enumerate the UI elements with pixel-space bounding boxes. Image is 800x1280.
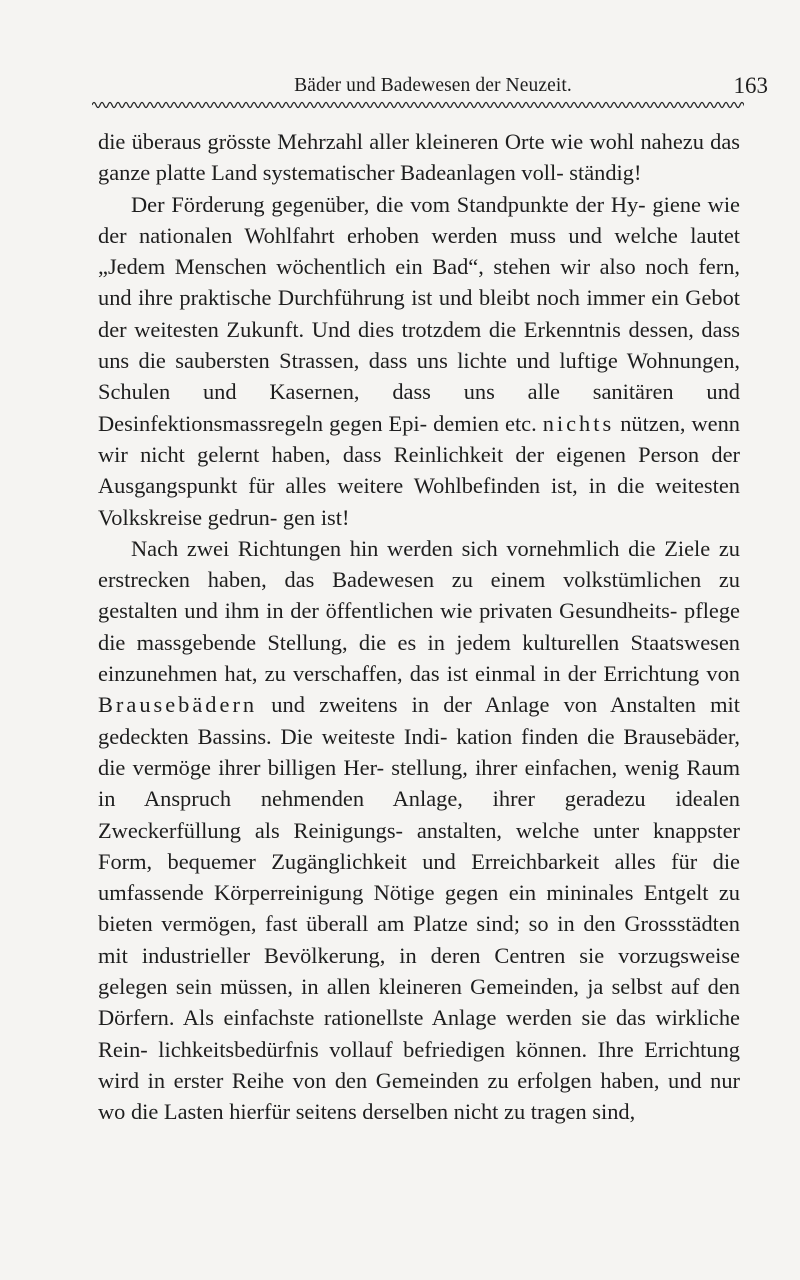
paragraph-3	[98, 533, 740, 1128]
paragraph-2-emphasis: nichts	[542, 410, 615, 436]
paragraph-3-text-after: und zweitens in der Anlage von Anstalten mit gedeckten Bassins. Die weiteste Indi- kation finden die Brausebäder, die vermöge ihrer billigen Her- stellung, ihrer einfachen, wenig Raum in Anspruch nehmenden Anlage, ihrer geradezu idealen Zweckerfüllung als Reinigungs- anstalten, welche unter knappster Form, bequemer Zugänglichkeit und Erreichbarkeit alles für die umfassende Körperreinigung Nötige gegen ein mininales Entgelt zu bieten vermögen, fast überall am Platze sind; so in den Grossstädten mit industrieller Bevölkerung, in deren Centren sie vorzugsweise gelegen sein müssen, in allen kleineren Gemeinden, ja selbst auf den Dörfern. Als einfachste rationellste Anlage werden sie das wirkliche Rein- lichkeitsbedürfnis vollauf befriedigen können. Ihre Errichtung wird in erster Reihe von den Gemeinden zu erfolgen haben, und nur wo die Lasten hierfür seitens derselben nicht zu tragen sind,	[98, 692, 740, 1125]
running-title: Bäder und Badewesen der Neuzeit.	[294, 75, 572, 96]
page-number: 163	[733, 73, 768, 98]
paragraph-3-text: Nach zwei Richtungen hin werden sich vornehmlich die Ziele zu erstrecken haben, das Badewesen zu einem volkstümlichen zu gestalten und ihm in der öffentlichen wie privaten Gesundheits- pflege die massgebende Stellung, die es in jedem kulturellen Staatswesen einzunehmen hat, zu verschaffen, das ist einmal in der Errichtung von	[98, 535, 740, 687]
paragraph-2-text: Der Förderung gegenüber, die vom Standpunkte der Hy- giene wie der nationalen Wohlfahrt erhoben werden muss und welche lautet „Jedem Menschen wöchentlich ein Bad“, stehen wir also noch fern, und ihre praktische Durchführung ist und bleibt noch immer ein Gebot der weitesten Zukunft. Und dies trotzdem die Erkenntnis dessen, dass uns die saubersten Strassen, dass uns lichte und luftige Wohnungen, Schulen und Kasernen, dass uns alle sanitären und Desinfektionsmassregeln gegen Epi- demien etc.	[98, 191, 740, 436]
running-head	[98, 72, 768, 100]
body-text	[98, 126, 740, 1128]
ornamental-rule	[92, 98, 744, 112]
paragraph-2-text-after: nützen, wenn wir nicht gelernt haben, dass Reinlichkeit der eigenen Person der Ausgangspunkt für alles weitere Wohlbefinden ist, in die weitesten Volkskreise gedrun- gen ist!	[98, 410, 740, 530]
paragraph-1-text: die überaus grösste Mehrzahl aller kleineren Orte wie wohl nahezu das ganze platte Land systematischer Badeanlagen voll- ständig!	[98, 129, 740, 186]
paragraph-2	[98, 189, 740, 533]
paragraph-1	[98, 126, 740, 189]
paragraph-3-emphasis: Brausebädern	[98, 692, 258, 718]
